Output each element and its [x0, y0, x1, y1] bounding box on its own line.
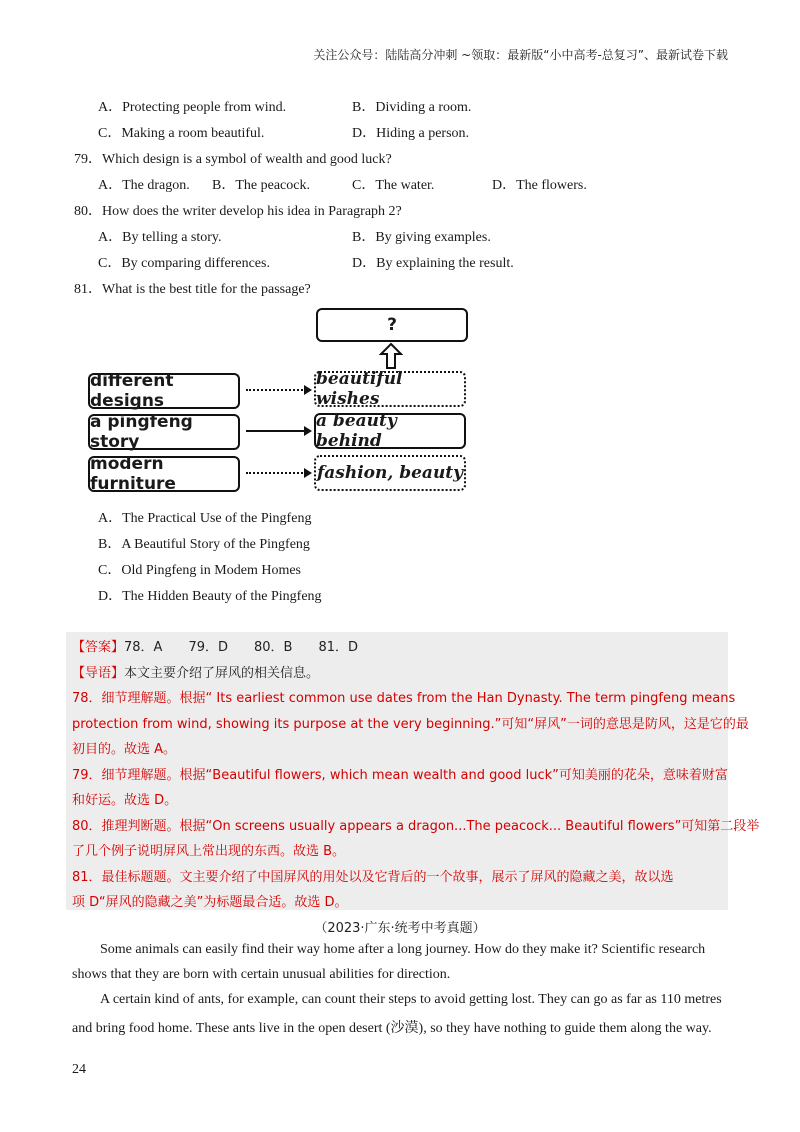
diagram-right-box-1: beautiful wishes [314, 371, 466, 407]
passage-p2-line-2: and bring food home. These ants live in the open desert (沙漠), so they have nothing to guide them along the way. [72, 1021, 712, 1036]
diagram-right-box-3: fashion, beauty [314, 455, 466, 491]
q79-option-d: D．The flowers. [492, 178, 587, 193]
passage-p1-line-1: Some animals can easily find their way home after a long journey. How do they make it? Scientific research [100, 942, 706, 957]
dotted-arrow-1 [246, 389, 306, 391]
q78-option-b: B．Dividing a room. [352, 100, 472, 115]
diagram-question-box: ? [316, 308, 468, 342]
passage-p1-line-2: shows that they are born with certain unusual abilities for direction. [72, 967, 451, 982]
diagram-left-box-1: different designs [88, 373, 240, 409]
answer-values: 78．A 79．D 80．B 81．D [124, 640, 359, 655]
q79-question: 79．Which design is a symbol of wealth and good luck? [74, 152, 392, 167]
explanation-78-line-2: protection from wind, showing its purpose at the very beginning.”可知“屏风”一词的意思是防风，这是它的最 [72, 717, 749, 732]
diagram-left-box-3: modern furniture [88, 456, 240, 492]
diagram-right-box-2: a beauty behind [314, 413, 466, 449]
q81-option-c: C．Old Pingfeng in Modem Homes [98, 563, 301, 578]
q78-option-a: A．Protecting people from wind. [98, 100, 287, 115]
q80-option-c: C．By comparing differences. [98, 256, 270, 271]
intro-line [72, 662, 319, 681]
title-diagram [88, 306, 478, 496]
arrowhead-1 [304, 385, 312, 395]
explanation-78-line-3: 初目的。故选 A。 [72, 742, 177, 757]
explanation-80-line-1: 80．推理判断题。根据“On screens usually appears a dragon...The peacock... Beautiful flowers”可知第二段举 [72, 819, 760, 834]
q81-question: 81．What is the best title for the passage? [74, 282, 311, 297]
dotted-arrow-3 [246, 472, 306, 474]
q80-option-a: A．By telling a story. [98, 230, 222, 245]
diagram-left-box-2: a pingfeng story [88, 414, 240, 450]
solid-arrow-2 [246, 430, 306, 432]
page-number: 24 [72, 1062, 86, 1077]
explanation-80-line-2: 了几个例子说明屏风上常出现的东西。故选 B。 [72, 844, 346, 859]
explanation-81-line-1: 81．最佳标题题。文主要介绍了中国屏风的用处以及它背后的一个故事，展示了屏风的隐藏之美，故以选 [72, 870, 674, 885]
q78-option-d: D．Hiding a person. [352, 126, 470, 141]
page-header: 关注公众号：陆陆高分冲刺 ~领取：最新版“小中高考-总复习”、最新试卷下载 [313, 48, 728, 62]
q81-option-b: B．A Beautiful Story of the Pingfeng [98, 537, 310, 552]
q80-option-b: B．By giving examples. [352, 230, 491, 245]
q79-option-b: B．The peacock. [212, 178, 310, 193]
q79-option-a: A．The dragon. [98, 178, 190, 193]
arrowhead-3 [304, 468, 312, 478]
intro-label: 【导语】 [72, 666, 125, 681]
q81-option-a: A．The Practical Use of the Pingfeng [98, 511, 312, 526]
q78-option-c: C．Making a room beautiful. [98, 126, 265, 141]
up-arrow-icon [379, 342, 403, 370]
q80-question: 80．How does the writer develop his idea in Paragraph 2? [74, 204, 402, 219]
answer-label: 【答案】 [72, 640, 125, 655]
q79-option-c: C．The water. [352, 178, 435, 193]
intro-text: 本文主要介绍了屏风的相关信息。 [124, 666, 320, 681]
q81-option-d: D．The Hidden Beauty of the Pingfeng [98, 589, 322, 604]
explanation-81-line-2: 项 D“屏风的隐藏之美”为标题最合适。故选 D。 [72, 895, 348, 910]
q80-option-d: D．By explaining the result. [352, 256, 514, 271]
explanation-79-line-2: 和好运。故选 D。 [72, 793, 178, 808]
explanation-78-line-1: 78．细节理解题。根据“ Its earliest common use dates from the Han Dynasty. The term pingfeng means [72, 691, 736, 706]
answer-key-line [72, 636, 358, 655]
explanation-79-line-1: 79．细节理解题。根据“Beautiful flowers, which mean wealth and good luck”可知美丽的花朵，意味着财富 [72, 768, 728, 783]
exam-source: （2023·广东·统考中考真题） [314, 921, 486, 936]
arrowhead-2 [304, 426, 312, 436]
passage-p2-line-1: A certain kind of ants, for example, can count their steps to avoid getting lost. They can go as far as 110 metres [100, 992, 722, 1007]
